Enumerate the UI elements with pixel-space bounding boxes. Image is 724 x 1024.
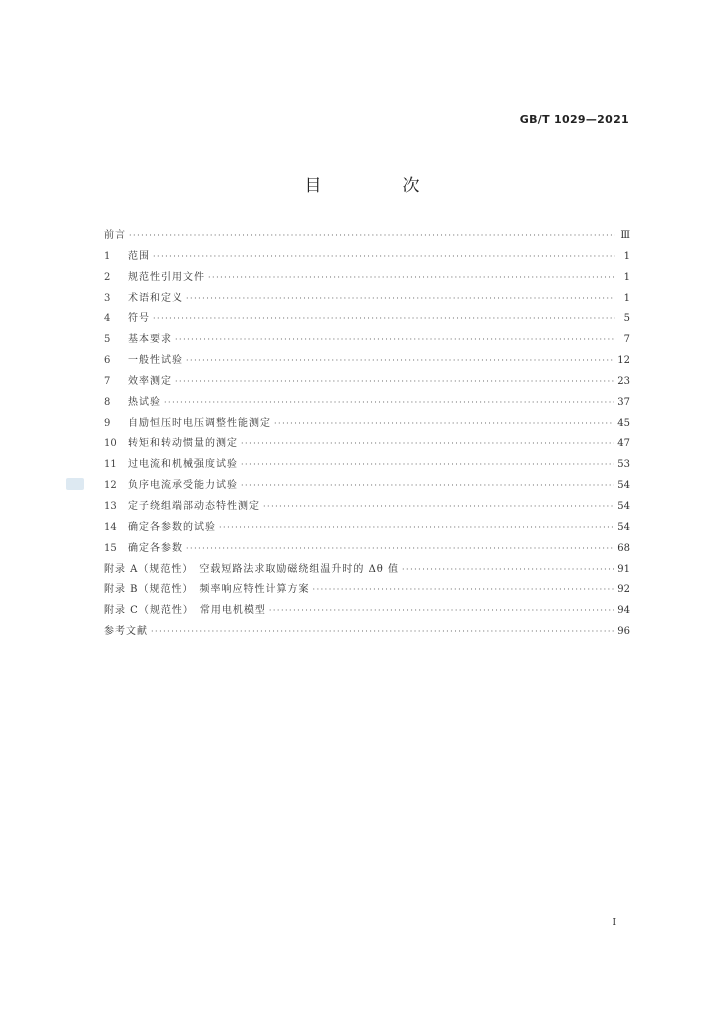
toc-entry[interactable] [104, 560, 630, 581]
toc-entry[interactable] [104, 226, 630, 247]
toc-entry-number: 3 [104, 292, 111, 304]
toc-leader-dots [402, 565, 614, 574]
toc-entry-number: 14 [104, 521, 117, 533]
toc-entry-number: 2 [104, 271, 111, 283]
toc-entry-page: 1 [623, 271, 630, 283]
toc-entry-number: 1 [104, 250, 111, 262]
toc-entry-page: 1 [623, 292, 630, 304]
toc-leader-dots [186, 356, 614, 365]
toc-entry[interactable] [104, 414, 630, 435]
toc-leader-dots [269, 606, 614, 615]
toc-leader-dots [175, 377, 614, 386]
toc-entry-title: 负序电流承受能力试验 [128, 480, 238, 492]
standard-code: GB/T 1029—2021 [519, 113, 629, 126]
toc-entry-page: 68 [617, 542, 630, 554]
toc-entry[interactable] [104, 372, 630, 393]
toc-entry-page: 12 [617, 355, 630, 367]
toc-leader-dots [208, 273, 615, 282]
toc-leader-dots [313, 585, 615, 594]
toc-entry[interactable] [104, 497, 630, 518]
toc-entry[interactable] [104, 622, 630, 643]
toc-leader-dots [274, 419, 614, 428]
toc-entry-number: 13 [104, 500, 117, 512]
toc-entry-page: 94 [617, 605, 630, 617]
toc-entry[interactable] [104, 351, 630, 372]
toc-entry-title: 附录 A（规范性） 空载短路法求取励磁绕组温升时的 Δθ 值 [104, 563, 399, 575]
toc-entry[interactable] [104, 289, 630, 310]
toc-entry[interactable] [104, 247, 630, 268]
toc-entry-page: 5 [623, 313, 630, 325]
page-title: 目 次 [304, 176, 452, 196]
toc-entry-title: 效率测定 [128, 375, 172, 387]
toc-leader-dots [241, 439, 614, 448]
toc-leader-dots [241, 481, 614, 490]
toc-entry[interactable] [104, 309, 630, 330]
toc-entry-page: 37 [617, 396, 630, 408]
toc-entry[interactable] [104, 539, 630, 560]
toc-entry-title: 术语和定义 [128, 292, 183, 304]
side-stamp-icon [66, 478, 84, 490]
toc-entry[interactable] [104, 268, 630, 289]
toc-leader-dots [153, 252, 615, 261]
toc-leader-dots [186, 294, 615, 303]
toc-leader-dots [175, 335, 615, 344]
toc-entry[interactable] [104, 518, 630, 539]
toc-entry-title: 范围 [128, 250, 150, 262]
toc-entry-title: 规范性引用文件 [128, 271, 205, 283]
toc-leader-dots [186, 544, 614, 553]
toc-entry-page: Ⅲ [620, 230, 630, 241]
toc-entry-page: 1 [623, 250, 630, 262]
toc-entry-title: 符号 [128, 313, 150, 325]
toc-entry[interactable] [104, 393, 630, 414]
toc-leader-dots [263, 502, 614, 511]
toc-entry-number: 6 [104, 355, 111, 367]
toc-leader-dots [219, 523, 614, 532]
toc-entry-number: 4 [104, 313, 111, 325]
toc-entry-title: 过电流和机械强度试验 [128, 459, 238, 471]
toc-entry-title: 基本要求 [128, 334, 172, 346]
toc-entry-title: 转矩和转动惯量的测定 [128, 438, 238, 450]
toc-entry-title: 定子绕组端部动态特性测定 [128, 500, 260, 512]
toc-entry[interactable] [104, 330, 630, 351]
toc-entry-title: 确定各参数 [128, 542, 183, 554]
toc-entry[interactable] [104, 580, 630, 601]
toc-entry-title: 附录 C（规范性） 常用电机模型 [104, 605, 266, 617]
toc-entry-page: 7 [623, 334, 630, 346]
toc-entry-number: 11 [104, 459, 117, 471]
toc-entry-number: 12 [104, 480, 117, 492]
toc-entry-title: 一般性试验 [128, 355, 183, 367]
toc-entry-page: 47 [617, 438, 630, 450]
toc-entry-title: 附录 B（规范性） 频率响应特性计算方案 [104, 584, 310, 596]
toc-entry-page: 23 [617, 375, 630, 387]
toc-leader-dots [164, 398, 614, 407]
toc-leader-dots [151, 627, 614, 636]
toc-entry[interactable] [104, 601, 630, 622]
toc-leader-dots [129, 231, 615, 240]
toc-entry-number: 15 [104, 542, 117, 554]
toc-entry-page: 96 [617, 626, 630, 638]
toc-entry-number: 9 [104, 417, 111, 429]
toc-entry-title: 参考文献 [104, 626, 148, 638]
toc-leader-dots [241, 460, 614, 469]
toc-entry-number: 5 [104, 334, 111, 346]
toc-entry-page: 91 [617, 563, 630, 575]
toc-entry-title: 确定各参数的试验 [128, 521, 216, 533]
toc-entry-number: 7 [104, 375, 111, 387]
toc-entry-title: 热试验 [128, 396, 161, 408]
toc-entry-page: 92 [617, 584, 630, 596]
toc-entry-page: 54 [617, 500, 630, 512]
toc-entry-page: 45 [617, 417, 630, 429]
toc-entry-page: 54 [617, 480, 630, 492]
toc-entry-title: 自励恒压时电压调整性能测定 [128, 417, 271, 429]
toc-entry-number: 8 [104, 396, 111, 408]
toc-entry[interactable] [104, 434, 630, 455]
toc-entry-number: 10 [104, 438, 117, 450]
toc-entry[interactable] [104, 476, 630, 497]
toc-entry[interactable] [104, 455, 630, 476]
toc-entry-page: 54 [617, 521, 630, 533]
page-number: I [612, 918, 616, 928]
table-of-contents [104, 226, 630, 643]
toc-entry-title: 前言 [104, 230, 126, 241]
toc-leader-dots [153, 314, 615, 323]
toc-entry-page: 53 [617, 459, 630, 471]
